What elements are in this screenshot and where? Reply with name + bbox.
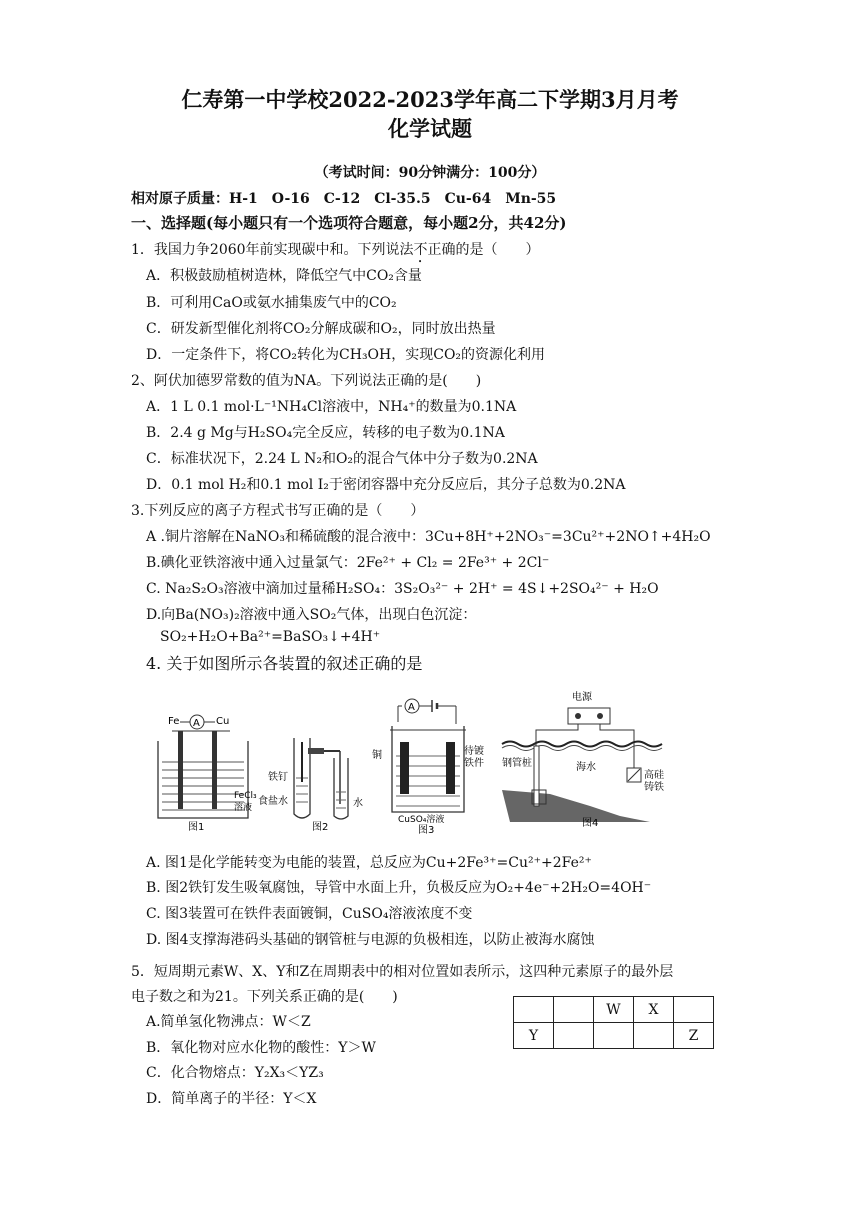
table-cell (674, 997, 714, 1023)
table-cell (554, 997, 594, 1023)
figure-1 (158, 715, 257, 833)
fig2-water-label: 水 (353, 798, 363, 809)
fig1-fe-label: Fe (168, 716, 180, 727)
question-5-stem: 5．短周期元素W、X、Y和Z在周期表中的相对位置如表所示，这四种元素原子的最外层 (131, 964, 674, 980)
q3-option-d-equation: SO₂+H₂O+Ba²⁺=BaSO₃↓+4H⁺ (160, 629, 381, 645)
q5-option-b: B．氧化物对应水化物的酸性：Y＞W (146, 1040, 376, 1056)
fig1-solution-label: FeCl₃ (234, 791, 257, 801)
q1-option-d: D．一定条件下，将CO₂转化为CH₃OH，实现CO₂的资源化利用 (146, 347, 546, 363)
question-2-stem: 2、阿伏加德罗常数的值为NA。下列说法正确的是( ) (131, 373, 482, 389)
table-row (514, 997, 714, 1023)
q4-option-c: C. 图3装置可在铁件表面镀铜，CuSO₄溶液浓度不变 (146, 906, 473, 922)
table-cell: Y (514, 1023, 554, 1049)
fig4-anode-label: 铸铁 (644, 782, 664, 793)
figure-3 (372, 699, 484, 836)
q1-option-a: A．积极鼓励植树造林，降低空气中CO₂含量 (146, 268, 422, 284)
fig4-sea-label: 海水 (576, 762, 596, 773)
section-heading: 一、选择题(每小题只有一个选项符合题意，每小题2分，共42分) (131, 214, 567, 232)
stem-text: 正确的是（ ） (427, 242, 540, 258)
table-cell: X (634, 997, 674, 1023)
q3-option-a: A .铜片溶解在NaNO₃和稀硫酸的混合液中：3Cu+8H⁺+2NO₃⁻=3Cu²⁺+2NO↑+4H₂O (146, 529, 711, 545)
q4-option-a: A. 图1是化学能转变为电能的装置，总反应为Cu+2Fe³⁺=Cu²⁺+2Fe²⁺ (146, 855, 592, 871)
fig3-caption: 图3 (418, 825, 435, 836)
q4-figure (150, 686, 670, 836)
exam-title: 仁寿第一中学校2022-2023学年高二下学期3月月考 (181, 87, 679, 112)
fig2-nail-label: 铁钉 (268, 772, 288, 783)
table-cell: Z (674, 1023, 714, 1049)
exam-info: （考试时间：90分钟满分：100分） (314, 165, 546, 181)
table-cell: W (594, 997, 634, 1023)
q1-option-c: C．研发新型催化剂将CO₂分解成碳和O₂，同时放出热量 (146, 321, 496, 337)
q2-option-a: A．1 L 0.1 mol·L⁻¹NH₄Cl溶液中，NH₄⁺的数量为0.1NA (146, 399, 517, 415)
fig2-salt-label: 食盐水 (258, 796, 288, 807)
figure-4 (502, 690, 664, 829)
table-cell (514, 997, 554, 1023)
figure-2 (258, 738, 363, 833)
fig3-plate-label: 铁件 (464, 758, 484, 769)
stem-emphasis: 不 (413, 242, 428, 258)
fig1-solution-label: 溶液 (234, 803, 253, 813)
q5-option-d: D．简单离子的半径：Y＜X (146, 1091, 317, 1107)
fig3-solution-label: CuSO₄溶液 (398, 815, 445, 825)
q3-option-d: D.向Ba(NO₃)₂溶液中通入SO₂气体，出现白色沉淀： (146, 607, 477, 623)
fig1-cu-label: Cu (216, 716, 230, 727)
periodic-table-fragment (513, 996, 714, 1049)
fig3-plate-label: 待镀 (464, 746, 484, 757)
question-3-stem: 3.下列反应的离子方程式书写正确的是（ ） (131, 503, 425, 519)
fig1-meter-label: A (193, 718, 200, 729)
fig3-meter-label: A (408, 702, 415, 713)
q5-option-c: C．化合物熔点：Y₂X₃＜YZ₃ (146, 1065, 324, 1081)
table-row (514, 1023, 714, 1049)
fig4-power-label: 电源 (572, 692, 592, 703)
q3-option-c: C. Na₂S₂O₃溶液中滴加过量稀H₂SO₄：3S₂O₃²⁻ + 2H⁺ = 4S↓+2SO₄²⁻ + H₂O (146, 581, 659, 597)
fig4-caption: 图4 (582, 818, 599, 829)
table-cell (554, 1023, 594, 1049)
q2-option-d: D．0.1 mol H₂和0.1 mol I₂于密闭容器中充分反应后，其分子总数为0.2NA (146, 477, 626, 493)
exam-subject: 化学试题 (388, 116, 472, 141)
stem-text: 1．我国力争2060年前实现碳中和。下列说法 (131, 242, 414, 258)
q1-option-b: B．可利用CaO或氨水捕集废气中的CO₂ (146, 295, 397, 311)
table-cell (594, 1023, 634, 1049)
table-cell (634, 1023, 674, 1049)
fig4-anode-label: 高硅 (644, 770, 664, 781)
fig3-copper-label: 铜 (372, 750, 382, 761)
q2-option-c: C．标准状况下，2.24 L N₂和O₂的混合气体中分子数为0.2NA (146, 451, 538, 467)
q4-option-b: B. 图2铁钉发生吸氧腐蚀，导管中水面上升，负极反应为O₂+4e⁻+2H₂O=4OH⁻ (146, 880, 652, 896)
question-5-stem-cont: 电子数之和为21。下列关系正确的是( ) (131, 989, 398, 1005)
q4-option-d: D. 图4支撑海港码头基础的钢管桩与电源的负极相连，以防止被海水腐蚀 (146, 932, 595, 948)
fig1-caption: 图1 (188, 822, 205, 833)
atomic-mass: 相对原子质量：H-1 O-16 C-12 Cl-35.5 Cu-64 Mn-55 (131, 191, 557, 207)
q5-option-a: A.简单氢化物沸点：W＜Z (146, 1014, 311, 1030)
fig2-caption: 图2 (312, 822, 329, 833)
question-4-stem: 4. 关于如图所示各装置的叙述正确的是 (146, 654, 423, 673)
q3-option-b: B.碘化亚铁溶液中通入过量氯气：2Fe²⁺ + Cl₂ = 2Fe³⁺ + 2Cl⁻ (146, 555, 550, 571)
fig4-pile-label: 钢管桩 (502, 758, 532, 769)
q2-option-b: B．2.4 g Mg与H₂SO₄完全反应，转移的电子数为0.1NA (146, 425, 505, 441)
question-1-stem (131, 239, 540, 266)
